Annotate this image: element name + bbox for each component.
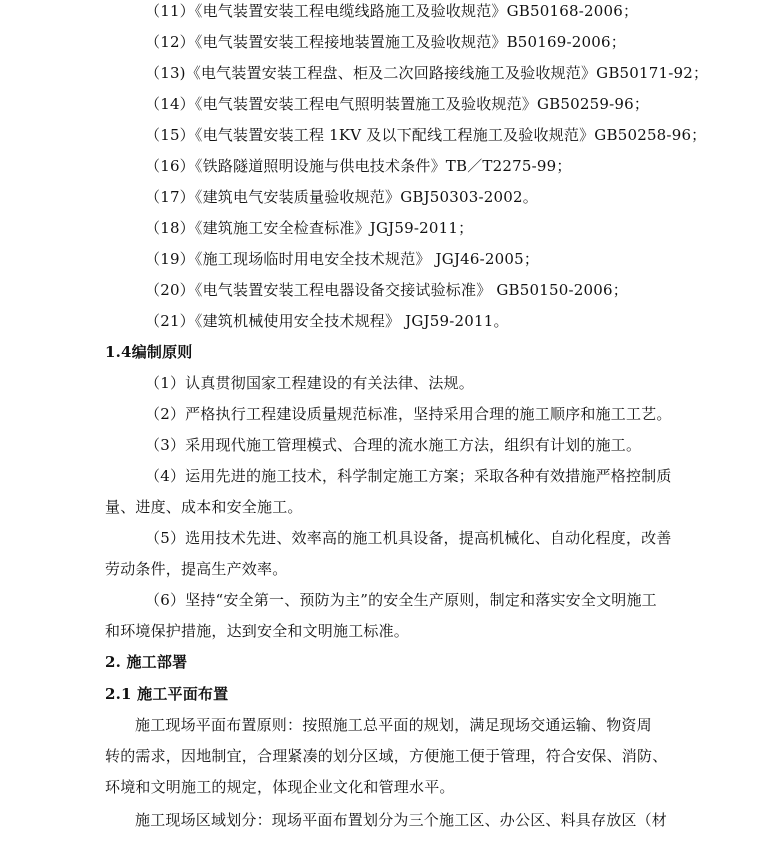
reference-item: （21）《建筑机械使用安全技术规程》 JGJ59-2011。: [145, 312, 509, 330]
principle-item: （5）选用技术先进、效率高的施工机具设备，提高机械化、自动化程度，改善: [145, 529, 672, 547]
principle-item: （4）运用先进的施工技术，科学制定施工方案；采取各种有效措施严格控制质: [145, 467, 672, 485]
principle-item: （2）严格执行工程建设质量规范标准，坚持采用合理的施工顺序和施工工艺。: [145, 405, 672, 423]
reference-item: （18）《建筑施工安全检查标准》JGJ59-2011；: [145, 219, 474, 237]
principle-item-continuation: 劳动条件，提高生产效率。: [105, 560, 288, 578]
reference-item: （19）《施工现场临时用电安全技术规范》 JGJ46-2005；: [145, 250, 540, 268]
principle-item: （3）采用现代施工管理模式、合理的流水施工方法，组织有计划的施工。: [145, 436, 642, 454]
reference-item: （12）《电气装置安装工程接地装置施工及验收规范》B50169-2006；: [145, 33, 626, 51]
principle-item-continuation: 量、进度、成本和安全施工。: [105, 498, 303, 516]
principle-item-continuation: 和环境保护措施，达到安全和文明施工标准。: [105, 622, 410, 640]
principle-item: （1）认真贯彻国家工程建设的有关法律、法规。: [145, 374, 474, 392]
reference-item: （17）《建筑电气安装质量验收规范》GBJ50303-2002。: [145, 188, 538, 206]
body-paragraph-line: 施工现场平面布置原则：按照施工总平面的规划，满足现场交通运输、物资周: [135, 716, 652, 734]
reference-item: （20）《电气装置安装工程电器设备交接试验标准》 GB50150-2006；: [145, 281, 628, 299]
body-paragraph-line: 环境和文明施工的规定，体现企业文化和管理水平。: [105, 778, 455, 796]
body-paragraph-line: 转的需求，因地制宜，合理紧凑的划分区域，方便施工便于管理，符合安保、消防、: [105, 747, 668, 765]
principle-item: （6）坚持“安全第一、预防为主”的安全生产原则，制定和落实安全文明施工: [145, 591, 657, 609]
reference-item: （11）《电气装置安装工程电缆线路施工及验收规范》GB50168-2006；: [145, 2, 639, 20]
reference-item: （14）《电气装置安装工程电气照明装置施工及验收规范》GB50259-96；: [145, 95, 650, 113]
reference-item: （15）《电气装置安装工程 1KV 及以下配线工程施工及验收规范》GB50258-96；: [145, 126, 707, 144]
section-heading-2-1: 2.1 施工平面布置: [105, 685, 229, 703]
section-heading-2: 2. 施工部署: [105, 653, 188, 671]
reference-item: （13)《电气装置安装工程盘、柜及二次回路接线施工及验收规范》GB50171-92；: [145, 64, 709, 82]
section-heading-1-4: 1.4编制原则: [105, 343, 193, 361]
reference-item: （16）《铁路隧道照明设施与供电技术条件》TB／T2275-99；: [145, 157, 572, 175]
body-paragraph-line: 施工现场区域划分：现场平面布置划分为三个施工区、办公区、料具存放区（材: [135, 811, 668, 829]
